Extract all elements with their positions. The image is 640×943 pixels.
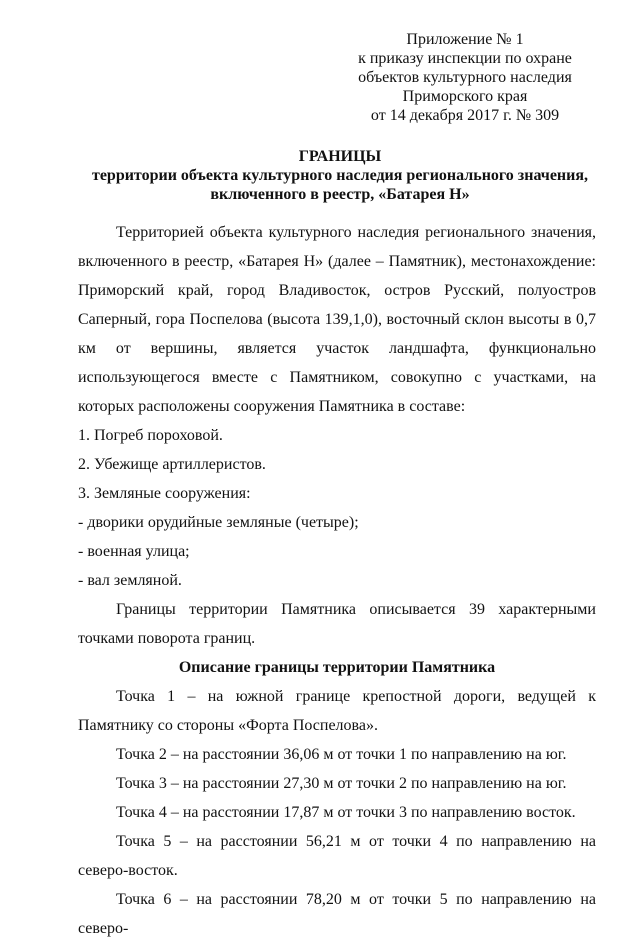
point-paragraph: Точка 5 – на расстоянии 56,21 м от точки 4 по направлению на северо-восток. (78, 833, 596, 879)
point-paragraph: Точка 3 – на расстоянии 27,30 м от точки 2 по направлению на юг. (116, 775, 567, 792)
appendix-order-ref: к приказу инспекции по охране (358, 50, 572, 67)
title-sub-1: территории объекта культурного наследия регионального значения, (91, 167, 589, 184)
point-paragraph: Точка 6 – на расстоянии 78,20 м от точки 5 по направлению на северо- (78, 891, 596, 937)
point-paragraph: Точка 2 – на расстоянии 36,06 м от точки 1 по направлению на юг. (116, 746, 567, 763)
components-list (78, 421, 596, 595)
list-item: 1. Погреб пороховой. (78, 427, 223, 444)
list-item: 2. Убежище артиллеристов. (78, 456, 266, 473)
title-sub-2: включенного в реестр, «Батарея Н» (210, 186, 470, 203)
appendix-number: Приложение № 1 (406, 31, 524, 48)
description-heading: Описание границы территории Памятника (178, 659, 496, 676)
appendix-region: Приморского края (402, 88, 528, 105)
title-main: ГРАНИЦЫ (298, 148, 382, 165)
appendix-date: от 14 декабря 2017 г. № 309 (370, 107, 560, 124)
intro-paragraph: Территорией объекта культурного наследия регионального значения, включенного в реестр, «Батарея Н» (далее – Памятник), местонахождение: Приморский край, город Владивосток, остров Русский, полуостров Саперный, гора Поспелова (высота 139,1,0), восточный склон высоты в 0,7 км от вершины, является участок ландшафта, функционально использующегося вместе с Памятником, совокупно с участками, на которых расположены сооружения Памятника в составе: (78, 224, 596, 415)
document-body (78, 218, 596, 943)
document-title (60, 147, 620, 204)
list-item: - дворики орудийные земляные (четыре); (78, 514, 359, 531)
list-item: - военная улица; (78, 543, 190, 560)
list-item: 3. Земляные сооружения: (78, 485, 251, 502)
points-summary-paragraph: Границы территории Памятника описывается 39 характерными точками поворота границ. (78, 601, 596, 647)
point-paragraph: Точка 1 – на южной границе крепостной дороги, ведущей к Памятнику со стороны «Форта Поспелова». (78, 688, 596, 734)
point-paragraph: Точка 4 – на расстоянии 17,87 м от точки 3 по направлению восток. (116, 804, 576, 821)
appendix-order-ref-2: объектов культурного наследия (358, 69, 572, 86)
list-item: - вал земляной. (78, 572, 182, 589)
appendix-header (340, 30, 590, 125)
